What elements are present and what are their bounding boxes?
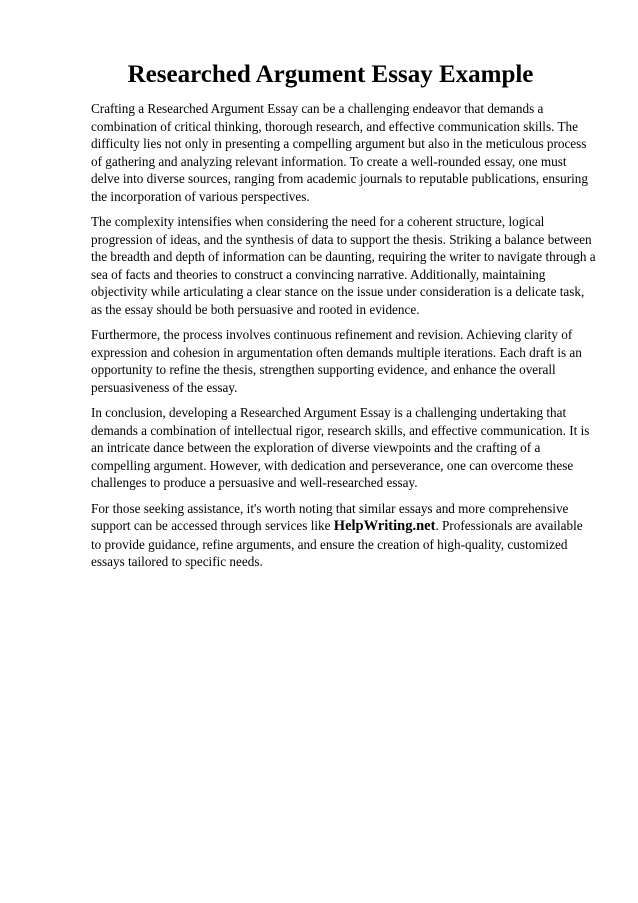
closing-text-after: . Professionals are available to provide guidance, refine arguments, and ensure the creation of high-quality, customized essays tailored to specific needs. (91, 518, 583, 569)
closing-paragraph (91, 500, 596, 571)
paragraph-4: In conclusion, developing a Researched Argument Essay is a challenging undertaking that demands a combination of intellectual rigor, research skills, and effective communication. It is an intricate dance between the exploration of diverse viewpoints and the crafting of a compelling argument. However, with dedication and perseverance, one can overcome these challenges to produce a persuasive and well-researched essay. (91, 405, 590, 490)
closing-text-before: For those seeking assistance, it's worth noting that similar essays and more comprehensive support can be accessed through services like (91, 500, 569, 533)
paragraph-2: The complexity intensifies when considering the need for a coherent structure, logical progression of ideas, and the synthesis of data to support the thesis. Striking a balance between the breadth and depth of information can be daunting, requiring the writer to navigate through a sea of facts and theories to construct a convincing narrative. Additionally, maintaining objectivity while articulating a clear stance on the issue under consideration is a delicate task, as the essay should be both persuasive and rooted in evidence. (91, 214, 596, 317)
paragraph-1: Crafting a Researched Argument Essay can be a challenging endeavor that demands a combination of critical thinking, thorough research, and effective communication skills. The difficulty lies not only in presenting a compelling argument but also in the meticulous process of gathering and analyzing relevant information. To create a well-rounded essay, one must delve into diverse sources, ranging from academic journals to reputable publications, ensuring the incorporation of various perspectives. (91, 101, 588, 204)
paragraph-3: Furthermore, the process involves continuous refinement and revision. Achieving clarity of expression and cohesion in argumentation often demands multiple iterations. Each draft is an opportunity to refine the thesis, strengthen supporting evidence, and enhance the overall persuasiveness of the essay. (91, 327, 582, 395)
document-title: Researched Argument Essay Example (127, 61, 534, 88)
helpwriting-brand-text: HelpWriting.net (333, 518, 436, 534)
